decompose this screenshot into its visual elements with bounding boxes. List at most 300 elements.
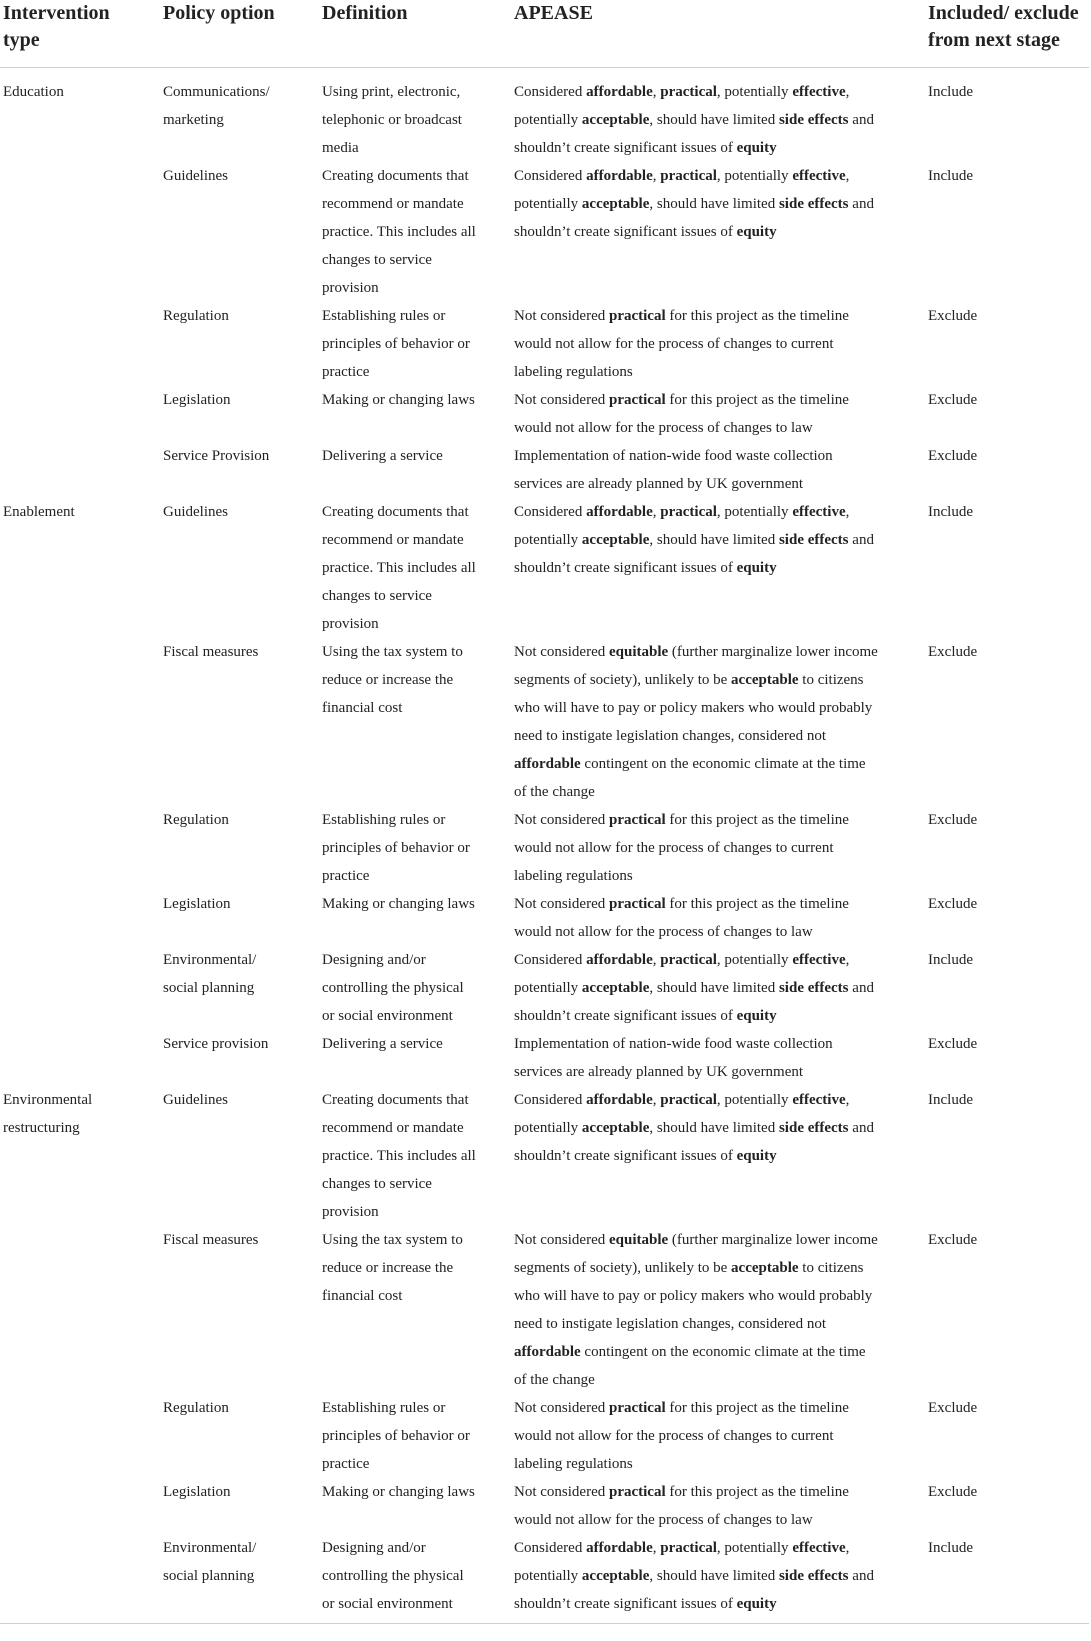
apease-text: of the change [514, 784, 595, 800]
definition-cell [322, 1534, 492, 1618]
apease-text: , [652, 952, 661, 968]
intervention-type-cell [3, 78, 148, 106]
header-included-line2: from next stage [928, 29, 1060, 51]
definition-cell [322, 1226, 492, 1310]
apease-line [514, 1394, 914, 1422]
apease-text: would not allow for the process of changes to law [514, 924, 813, 940]
apease-text: services are already planned by UK government [514, 1064, 804, 1080]
apease-text: labeling regulations [514, 868, 633, 884]
apease-cell [514, 1394, 914, 1478]
apease-text: Considered [514, 84, 587, 100]
apease-criterion: affordable [514, 756, 581, 772]
apease-text: , potentially [716, 168, 793, 184]
apease-text: segments of society), unlikely to be [514, 672, 732, 688]
apease-criterion: acceptable [581, 532, 650, 548]
policy-option-cell [163, 1534, 313, 1590]
policy-option-line: Communications/ [163, 84, 270, 100]
apease-line [514, 1478, 914, 1506]
policy-option-line: Environmental/ [163, 1540, 257, 1556]
apease-text: Not considered [514, 308, 609, 324]
apease-text: Implementation of nation-wide food waste collection [514, 448, 833, 464]
apease-text: to citizens [798, 672, 864, 688]
apease-criterion: acceptable [581, 980, 650, 996]
apease-cell [514, 890, 914, 946]
apease-line [514, 1282, 914, 1310]
definition-cell [322, 1478, 492, 1506]
included-status-cell: Include [928, 168, 973, 184]
policy-option-line: Regulation [163, 1400, 229, 1416]
apease-text: , should have limited [649, 1120, 779, 1136]
apease-criterion: affordable [586, 168, 653, 184]
apease-text: and [848, 980, 874, 996]
apease-text: for this project as the timeline [665, 812, 849, 828]
apease-cell [514, 946, 914, 1030]
apease-line [514, 106, 914, 134]
definition-line: financial cost [322, 700, 403, 716]
apease-line [514, 806, 914, 834]
apease-criterion: practical [608, 896, 666, 912]
policy-option-cell [163, 302, 313, 330]
apease-text: would not allow for the process of changes to current [514, 840, 834, 856]
policy-option-line: Legislation [163, 392, 231, 408]
apease-text: would not allow for the process of changes to current [514, 336, 834, 352]
policy-option-line: Regulation [163, 308, 229, 324]
apease-cell [514, 1534, 914, 1618]
apease-text: , [845, 952, 850, 968]
apease-line [514, 414, 914, 442]
apease-criterion: effective [792, 168, 846, 184]
policy-option-line: Fiscal measures [163, 1232, 259, 1248]
apease-line [514, 1086, 914, 1114]
policy-option-line: marketing [163, 112, 224, 128]
definition-line: Making or changing laws [322, 896, 475, 912]
definition-line: Designing and/or [322, 952, 426, 968]
apease-text: Not considered [514, 1232, 609, 1248]
policy-option-line: Regulation [163, 812, 229, 828]
apease-text: , [845, 1092, 850, 1108]
apease-line [514, 862, 914, 890]
definition-line: principles of behavior or [322, 336, 470, 352]
definition-line: Delivering a service [322, 1036, 443, 1052]
apease-text: , potentially [716, 952, 793, 968]
apease-text: , [845, 84, 850, 100]
apease-text: , [845, 1540, 850, 1556]
definition-cell [322, 498, 492, 638]
included-status-cell: Exclude [928, 812, 978, 828]
apease-criterion: affordable [586, 504, 653, 520]
apease-text: would not allow for the process of changes to law [514, 420, 813, 436]
apease-text: , [652, 1540, 661, 1556]
apease-text: for this project as the timeline [665, 392, 849, 408]
definition-cell [322, 1030, 492, 1058]
policy-option-cell [163, 1478, 313, 1506]
apease-cell [514, 498, 914, 582]
definition-cell [322, 162, 492, 302]
apease-text: and [848, 112, 874, 128]
definition-line: Using the tax system to [322, 644, 463, 660]
apease-text: , [845, 168, 850, 184]
apease-text: and [848, 1568, 874, 1584]
definition-line: practice. This includes all [322, 1148, 476, 1164]
apease-text: , should have limited [649, 1568, 779, 1584]
intervention-type-line: restructuring [3, 1120, 80, 1136]
apease-line [514, 918, 914, 946]
definition-line: practice. This includes all [322, 224, 476, 240]
apease-criterion: affordable [586, 84, 653, 100]
apease-text: potentially [514, 532, 582, 548]
apease-line [514, 694, 914, 722]
apease-criterion: side effects [778, 980, 849, 996]
apease-text: contingent on the economic climate at the time [580, 756, 866, 772]
apease-text: labeling regulations [514, 1456, 633, 1472]
included-status-cell: Exclude [928, 1484, 978, 1500]
apease-text: Not considered [514, 896, 609, 912]
apease-text: who will have to pay or policy makers who would probably [514, 700, 873, 716]
apease-text: shouldn’t create significant issues of [514, 1596, 737, 1612]
policy-option-cell [163, 890, 313, 918]
apease-criterion: practical [660, 1092, 717, 1108]
apease-text: services are already planned by UK government [514, 476, 804, 492]
apease-text: potentially [514, 980, 582, 996]
apease-text: potentially [514, 112, 582, 128]
apease-text: Not considered [514, 644, 609, 660]
apease-text: Not considered [514, 1400, 609, 1416]
apease-line [514, 526, 914, 554]
apease-text: , should have limited [649, 112, 779, 128]
definition-line: recommend or mandate [322, 1120, 464, 1136]
apease-criterion: acceptable [731, 672, 799, 688]
definition-line: controlling the physical [322, 980, 464, 996]
apease-cell [514, 78, 914, 162]
apease-criterion: acceptable [581, 1568, 650, 1584]
definition-line: or social environment [322, 1596, 453, 1612]
header-definition: Definition [322, 2, 408, 24]
apease-line [514, 834, 914, 862]
policy-option-line: Guidelines [163, 168, 228, 184]
definition-line: Creating documents that [322, 168, 469, 184]
definition-line: practice [322, 868, 370, 884]
definition-line: Using print, electronic, [322, 84, 461, 100]
apease-criterion: equity [736, 1008, 777, 1024]
apease-line [514, 1534, 914, 1562]
table-bottom-divider [0, 1623, 1089, 1624]
apease-criterion: acceptable [581, 112, 650, 128]
apease-criterion: practical [608, 308, 666, 324]
apease-text: contingent on the economic climate at the time [580, 1344, 866, 1360]
included-status-cell: Exclude [928, 896, 978, 912]
apease-text: would not allow for the process of changes to law [514, 1512, 813, 1528]
intervention-type-line: Enablement [3, 504, 75, 520]
apease-line [514, 638, 914, 666]
definition-line: Creating documents that [322, 504, 469, 520]
apease-line [514, 750, 914, 778]
policy-option-line: Fiscal measures [163, 644, 259, 660]
apease-criterion: equitable [608, 1232, 669, 1248]
apease-cell [514, 638, 914, 806]
apease-text: Considered [514, 1540, 587, 1556]
policy-option-cell [163, 1394, 313, 1422]
apease-text: for this project as the timeline [665, 896, 849, 912]
apease-criterion: affordable [586, 952, 653, 968]
apease-text: of the change [514, 1372, 595, 1388]
apease-line [514, 1254, 914, 1282]
apease-criterion: side effects [778, 112, 849, 128]
apease-criterion: side effects [778, 532, 849, 548]
policy-option-cell [163, 162, 313, 190]
header-divider [0, 67, 1089, 68]
definition-line: Using the tax system to [322, 1232, 463, 1248]
included-status-cell: Exclude [928, 308, 978, 324]
definition-line: changes to service [322, 252, 432, 268]
policy-option-cell [163, 442, 313, 470]
header-policy-option: Policy option [163, 2, 275, 24]
apease-line [514, 78, 914, 106]
apease-text: segments of society), unlikely to be [514, 1260, 732, 1276]
apease-criterion: practical [660, 952, 717, 968]
apease-criterion: acceptable [581, 1120, 650, 1136]
definition-line: controlling the physical [322, 1568, 464, 1584]
apease-criterion: equity [736, 224, 777, 240]
apease-criterion: practical [608, 1400, 666, 1416]
apease-criterion: practical [660, 504, 717, 520]
definition-line: recommend or mandate [322, 196, 464, 212]
apease-text: and [848, 1120, 874, 1136]
included-status-cell: Exclude [928, 1036, 978, 1052]
apease-line [514, 498, 914, 526]
apease-text: , [652, 1092, 661, 1108]
definition-cell [322, 638, 492, 722]
policy-option-cell [163, 1086, 313, 1114]
definition-line: Delivering a service [322, 448, 443, 464]
definition-line: or social environment [322, 1008, 453, 1024]
apease-text: potentially [514, 1568, 582, 1584]
apease-text: and [848, 196, 874, 212]
apease-line [514, 330, 914, 358]
apease-line [514, 442, 914, 470]
definition-line: practice. This includes all [322, 560, 476, 576]
apease-text: , [652, 168, 661, 184]
apease-cell [514, 302, 914, 386]
apease-criterion: practical [608, 392, 666, 408]
definition-line: media [322, 140, 359, 156]
apease-criterion: side effects [778, 1120, 849, 1136]
apease-line [514, 162, 914, 190]
apease-cell [514, 162, 914, 246]
definition-line: Making or changing laws [322, 1484, 475, 1500]
intervention-type-line: Education [3, 84, 64, 100]
apease-line [514, 1366, 914, 1394]
apease-cell [514, 806, 914, 890]
definition-line: Designing and/or [322, 1540, 426, 1556]
apease-line [514, 134, 914, 162]
apease-line [514, 554, 914, 582]
apease-text: and [848, 532, 874, 548]
apease-text: , potentially [716, 84, 793, 100]
definition-line: reduce or increase the [322, 672, 454, 688]
apease-cell [514, 386, 914, 442]
apease-criterion: equitable [608, 644, 669, 660]
header-apease: APEASE [514, 2, 593, 24]
apease-text: Considered [514, 504, 587, 520]
definition-line: Establishing rules or [322, 812, 446, 828]
apease-text: would not allow for the process of changes to current [514, 1428, 834, 1444]
apease-line [514, 302, 914, 330]
included-status-cell: Include [928, 1092, 973, 1108]
apease-cell [514, 442, 914, 498]
apease-line [514, 386, 914, 414]
apease-text: , should have limited [649, 980, 779, 996]
included-status-cell: Exclude [928, 644, 978, 660]
definition-line: Making or changing laws [322, 392, 475, 408]
apease-text: , potentially [716, 1540, 793, 1556]
apease-cell [514, 1030, 914, 1086]
intervention-type-cell [3, 1086, 148, 1142]
policy-option-cell [163, 1030, 313, 1058]
apease-criterion: effective [792, 952, 846, 968]
definition-line: provision [322, 280, 379, 296]
definition-cell [322, 442, 492, 470]
definition-cell [322, 890, 492, 918]
definition-line: provision [322, 1204, 379, 1220]
apease-line [514, 1226, 914, 1254]
apease-text: , [652, 84, 661, 100]
apease-text: Considered [514, 952, 587, 968]
apease-text: need to instigate legislation changes, considered not [514, 728, 826, 744]
apease-line [514, 218, 914, 246]
apease-criterion: equity [736, 560, 777, 576]
apease-line [514, 890, 914, 918]
included-status-cell: Include [928, 952, 973, 968]
apease-criterion: side effects [778, 1568, 849, 1584]
apease-line [514, 1114, 914, 1142]
apease-text: shouldn’t create significant issues of [514, 560, 737, 576]
apease-criterion: equity [736, 140, 777, 156]
definition-cell [322, 806, 492, 890]
apease-criterion: practical [608, 812, 666, 828]
apease-criterion: practical [608, 1484, 666, 1500]
intervention-type-line: Environmental [3, 1092, 93, 1108]
apease-criterion: practical [660, 84, 717, 100]
apease-line [514, 470, 914, 498]
apease-line [514, 1590, 914, 1618]
apease-criterion: affordable [514, 1344, 581, 1360]
apease-line [514, 1030, 914, 1058]
policy-option-line: social planning [163, 980, 255, 996]
included-status-cell: Include [928, 504, 973, 520]
definition-cell [322, 78, 492, 162]
apease-cell [514, 1226, 914, 1394]
apease-criterion: effective [792, 1540, 846, 1556]
definition-line: financial cost [322, 1288, 403, 1304]
header-intervention-type-line2: type [3, 29, 40, 51]
apease-text: potentially [514, 196, 582, 212]
definition-line: changes to service [322, 588, 432, 604]
definition-line: practice [322, 1456, 370, 1472]
definition-line: Establishing rules or [322, 1400, 446, 1416]
policy-option-cell [163, 946, 313, 1002]
apease-text: for this project as the timeline [665, 308, 849, 324]
definition-line: provision [322, 616, 379, 632]
definition-line: recommend or mandate [322, 532, 464, 548]
apease-line [514, 1002, 914, 1030]
header-intervention-type-line1: Intervention [3, 2, 110, 24]
included-status-cell: Exclude [928, 1400, 978, 1416]
included-status-cell: Exclude [928, 448, 978, 464]
policy-option-cell [163, 498, 313, 526]
apease-text: labeling regulations [514, 364, 633, 380]
policy-option-line: Legislation [163, 1484, 231, 1500]
apease-criterion: affordable [586, 1092, 653, 1108]
included-status-cell: Exclude [928, 392, 978, 408]
definition-line: principles of behavior or [322, 1428, 470, 1444]
apease-criterion: effective [792, 504, 846, 520]
apease-criterion: effective [792, 1092, 846, 1108]
apease-criterion: acceptable [731, 1260, 799, 1276]
policy-option-line: Service Provision [163, 448, 270, 464]
definition-line: reduce or increase the [322, 1260, 454, 1276]
apease-line [514, 1450, 914, 1478]
policy-option-line: Guidelines [163, 504, 228, 520]
apease-text: Not considered [514, 812, 609, 828]
definition-line: principles of behavior or [322, 840, 470, 856]
intervention-type-cell [3, 498, 148, 526]
apease-text: for this project as the timeline [665, 1400, 849, 1416]
apease-criterion: affordable [586, 1540, 653, 1556]
policy-option-line: Service provision [163, 1036, 269, 1052]
apease-text: need to instigate legislation changes, considered not [514, 1316, 826, 1332]
apease-criterion: equity [736, 1148, 777, 1164]
apease-line [514, 190, 914, 218]
apease-line [514, 974, 914, 1002]
apease-criterion: effective [792, 84, 846, 100]
included-status-cell: Include [928, 84, 973, 100]
apease-cell [514, 1086, 914, 1170]
policy-option-cell [163, 78, 313, 134]
policy-option-cell [163, 806, 313, 834]
apease-text: Not considered [514, 1484, 609, 1500]
included-status-cell: Exclude [928, 1232, 978, 1248]
header-intervention-type [3, 0, 153, 54]
apease-criterion: practical [660, 1540, 717, 1556]
policy-option-line: Environmental/ [163, 952, 257, 968]
definition-line: practice [322, 364, 370, 380]
apease-line [514, 946, 914, 974]
apease-text: , should have limited [649, 196, 779, 212]
definition-cell [322, 302, 492, 386]
apease-line [514, 1422, 914, 1450]
policy-option-cell [163, 386, 313, 414]
header-included-line1: Included/ exclude [928, 2, 1079, 24]
definition-cell [322, 386, 492, 414]
definition-line: Creating documents that [322, 1092, 469, 1108]
apease-criterion: equity [736, 1596, 777, 1612]
apease-line [514, 778, 914, 806]
apease-text: Considered [514, 1092, 587, 1108]
apease-line [514, 1058, 914, 1086]
apease-text: , should have limited [649, 532, 779, 548]
apease-text: to citizens [798, 1260, 864, 1276]
apease-criterion: side effects [778, 196, 849, 212]
policy-option-cell [163, 1226, 313, 1254]
apease-text: Implementation of nation-wide food waste collection [514, 1036, 833, 1052]
apease-text: shouldn’t create significant issues of [514, 140, 737, 156]
apease-text: for this project as the timeline [665, 1484, 849, 1500]
apease-line [514, 1142, 914, 1170]
policy-option-cell [163, 638, 313, 666]
definition-cell [322, 1394, 492, 1478]
definition-cell [322, 946, 492, 1030]
apease-text: , [652, 504, 661, 520]
